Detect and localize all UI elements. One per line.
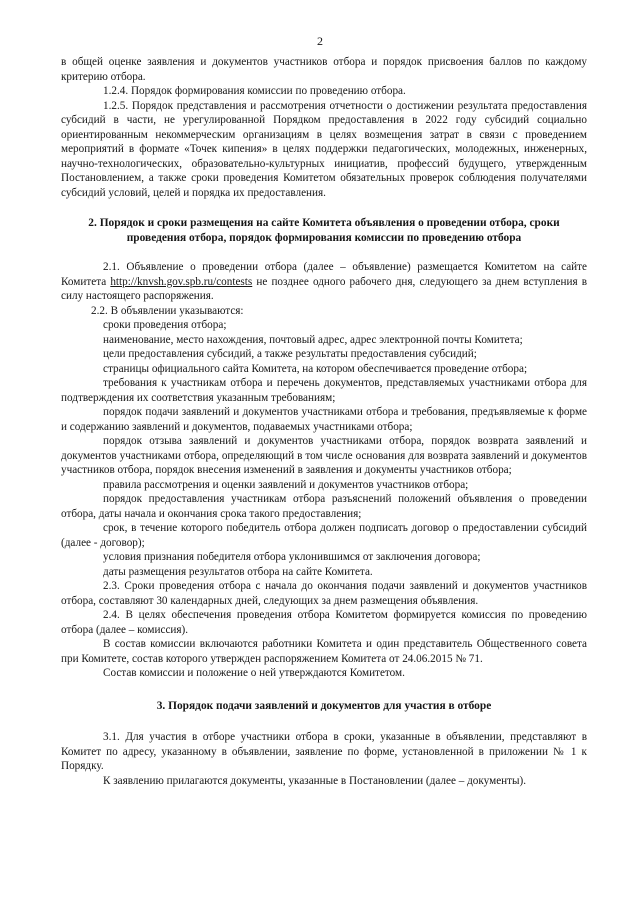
paragraph-1-2-5: 1.2.5. Порядок представления и рассмотрения отчетности о достижении результата предоставления субсидий в части, не урегулированной Порядком предоставления в 2022 году субсидий социально ориентированным некоммерческим организациям в целях возмещения затрат в связи с проведением мероприятий в формате «Точек кипения» в целях поддержки педагогических, молодежных, инженерных, научно-технологических, образовательно-культурных инициатив, профессий будущего, утвержденным Постановлением, а также сроки проведения Комитетом обязательных проверок соблюдения получателями субсидий условий, целей и порядка их предоставления. xyxy=(61,99,587,199)
list-item: страницы официального сайта Комитета, на котором обеспечивается проведение отбора; xyxy=(103,362,528,375)
paragraph-2-1-text-end: не позднее одного рабочего дня, следующего за днем вступления в силу настоящего распоряжения. xyxy=(61,275,587,302)
paragraph-2-1 xyxy=(61,260,587,304)
list-item: порядок предоставления участникам отбора разъяснений положений объявления о проведении отбора, даты начала и окончания срока такого предоставления; xyxy=(61,493,587,520)
committee-contests-link[interactable]: http://knvsh.gov.spb.ru/contests xyxy=(110,275,253,288)
paragraph-2-4: 2.4. В целях обеспечения проведения отбора Комитетом формируется комиссия по проведению отбора (далее – комиссия). xyxy=(61,609,587,636)
list-item: правила рассмотрения и оценки заявлений и документов участников отбора; xyxy=(103,478,469,491)
section-2-heading: 2. Порядок и сроки размещения на сайте Комитета объявления о проведении отбора, сроки проведения отбора, порядок формирования комиссии по проведению отбора xyxy=(88,217,560,244)
intro-continuation: в общей оценке заявления и документов участников отбора и порядок присвоения баллов по каждому критерию отбора. xyxy=(61,56,587,83)
list-item: сроки проведения отбора; xyxy=(103,319,227,331)
list-item: порядок отзыва заявлений и документов участниками отбора, порядок возврата заявлений и документов участниками отбора, определяющий в том числе основания для возврата заявлений и документов участников отбора, порядок внесения изменений в заявления и документы участников отбора; xyxy=(61,435,587,476)
document-body xyxy=(61,55,587,788)
paragraph-2-2: 2.2. В объявлении указываются: xyxy=(91,304,244,317)
list-item: наименование, место нахождения, почтовый адрес, адрес электронной почты Комитета; xyxy=(103,333,523,346)
paragraph-commission-members: В состав комиссии включаются работники Комитета и один представитель Общественного совета при Комитете, состав которого утвержден распоряжением Комитета от 24.06.2015 № 71. xyxy=(61,638,587,665)
paragraph-1-2-4: 1.2.4. Порядок формирования комиссии по проведению отбора. xyxy=(103,85,406,97)
list-item: требования к участникам отбора и перечень документов, представляемых участниками отбора для подтверждения их соответствия указанным требованиям; xyxy=(61,377,587,404)
list-item: даты размещения результатов отбора на сайте Комитета. xyxy=(103,565,373,578)
paragraph-commission-approval: Состав комиссии и положение о ней утверждаются Комитетом. xyxy=(103,667,405,679)
section-3-heading: 3. Порядок подачи заявлений и документов для участия в отборе xyxy=(156,699,492,712)
list-item: срок, в течение которого победитель отбора должен подписать договор о предоставлении субсидий (далее - договор); xyxy=(61,522,587,549)
page-number: 2 xyxy=(317,34,323,48)
list-item: условия признания победителя отбора уклонившимся от заключения договора; xyxy=(103,551,481,563)
paragraph-2-3: 2.3. Сроки проведения отбора с начала до окончания подачи заявлений и документов участников отбора, составляют 30 календарных дней, следующих за днем размещения объявления. xyxy=(61,580,587,607)
list-item: порядок подачи заявлений и документов участниками отбора и требования, предъявляемые к форме и содержанию заявлений и документов, подаваемых участниками отбора; xyxy=(61,406,587,433)
paragraph-attached-documents: К заявлению прилагаются документы, указанные в Постановлении (далее – документы). xyxy=(103,774,527,787)
paragraph-3-1: 3.1. Для участия в отборе участники отбора в сроки, указанные в объявлении, представляют в Комитет по адресу, указанному в объявлении, заявление по форме, установленной в приложении № 1 к Порядку. xyxy=(61,731,587,772)
paragraph-2-1-text-start: 2.1. Объявление о проведении отбора (далее – объявление) размещается Комитетом на сайте Комитета xyxy=(61,261,587,288)
list-item: цели предоставления субсидий, а также результаты предоставления субсидий; xyxy=(103,348,477,360)
